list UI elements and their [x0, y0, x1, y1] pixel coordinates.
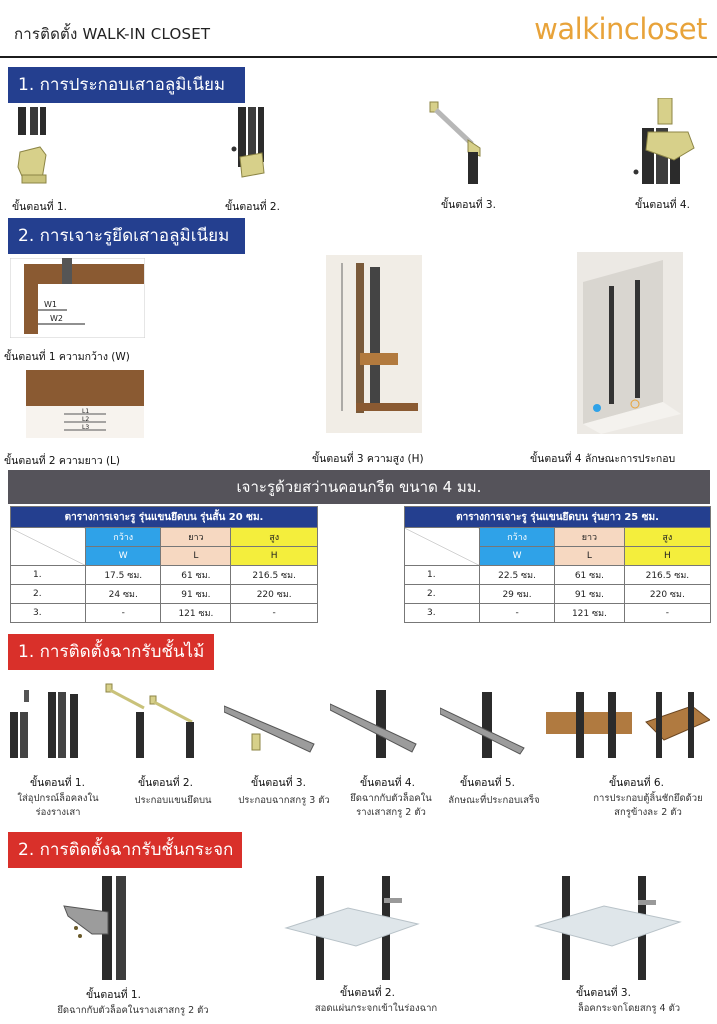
table-title: ตารางการเจาะรู รุ่นแขนยึดบน รุ่นยาว 25 ซม.	[405, 507, 711, 528]
wood-step-3-label: ขั้นตอนที่ 3.	[251, 777, 306, 789]
section-header-wood-shelf: 1. การติดตั้งฉากรับชั้นไม้	[8, 634, 214, 670]
glass-step-1-desc: ยึดฉากกับตัวล็อคในรางเสาสกรู 2 ตัว	[57, 1005, 209, 1016]
height-diagram	[326, 255, 422, 433]
glass-step-3-label: ขั้นตอนที่ 3.	[576, 987, 631, 999]
wood-step-6-desc: การประกอบตู้ลิ้นชักยึดด้วย สกรูข้างละ 2 ตัว	[593, 793, 703, 818]
drill-step-1-label: ขั้นตอนที่ 1 ความกว้าง (W)	[4, 351, 130, 363]
table-title: ตารางการเจาะรู รุ่นแขนยึดบน รุ่นสั้น 20 ซม.	[11, 507, 318, 528]
wood-step-1-desc: ใส่อุปกรณ์ล็อคลงใน ร่องรางเสา	[17, 793, 99, 818]
col-l: L	[555, 547, 625, 566]
drill-step-4-label: ขั้นตอนที่ 4 ลักษณะการประกอบ	[530, 453, 676, 465]
col-width: กว้าง	[86, 528, 161, 547]
col-w: W	[480, 547, 555, 566]
assembly-diagram	[577, 252, 683, 434]
w1-label: W1	[44, 300, 57, 309]
section-header-drilling: 2. การเจาะรูยึดเสาอลูมิเนียม	[8, 218, 245, 254]
glass-step-3-desc: ล็อคกระจกโดยสกรู 4 ตัว	[577, 1003, 681, 1014]
assembly-step-4-label: ขั้นตอนที่ 4.	[635, 199, 690, 211]
wood-step-4-label: ขั้นตอนที่ 4.	[360, 777, 415, 789]
section-header-glass-shelf: 2. การติดตั้งฉากรับชั้นกระจก	[8, 832, 242, 868]
table-corner	[11, 528, 86, 566]
glass-icon	[534, 876, 684, 980]
bracket-icon	[102, 682, 208, 760]
drawer-icon	[546, 688, 710, 760]
col-height: สูง	[624, 528, 710, 547]
glass-step-1-label: ขั้นตอนที่ 1.	[86, 989, 141, 1001]
assembly-step-1-label: ขั้นตอนที่ 1.	[12, 201, 67, 213]
table-row: 3. - 121 ซม. -	[11, 604, 318, 623]
bracket-icon	[428, 100, 488, 186]
width-diagram	[10, 258, 145, 338]
shelf-bracket-icon	[440, 692, 526, 758]
post-top-icon	[628, 98, 698, 186]
drill-step-3-label: ขั้นตอนที่ 3 ความสูง (H)	[312, 453, 424, 465]
wood-step-2-desc: ประกอบแขนยึดบน	[134, 795, 212, 806]
wood-step-4-desc: ยึดฉากกับตัวล็อคใน รางเสาสกรู 2 ตัว	[350, 793, 432, 818]
col-w: W	[86, 547, 161, 566]
col-width: กว้าง	[480, 528, 555, 547]
table-row: 3. - 121 ซม. -	[405, 604, 711, 623]
glass-step-2-desc: สอดแผ่นกระจกเข้าในร่องฉาก	[314, 1003, 438, 1014]
l1-label: L1	[82, 408, 90, 415]
col-length: ยาว	[555, 528, 625, 547]
col-h: H	[231, 547, 318, 566]
assembly-step-2-label: ขั้นตอนที่ 2.	[225, 201, 280, 213]
drill-step-2-label: ขั้นตอนที่ 2 ความยาว (L)	[4, 455, 120, 467]
post-base-icon	[10, 107, 60, 187]
wood-step-5-desc: ลักษณะที่ประกอบเสร็จ	[448, 795, 540, 806]
col-length: ยาว	[161, 528, 231, 547]
brand-logo: walkincloset	[534, 12, 707, 46]
length-diagram	[26, 370, 144, 438]
wood-step-3-desc: ประกอบฉากสกรู 3 ตัว	[238, 795, 330, 806]
wood-step-2-label: ขั้นตอนที่ 2.	[138, 777, 193, 789]
post-base-icon	[228, 107, 278, 187]
wood-step-5-label: ขั้นตอนที่ 5.	[460, 777, 515, 789]
wood-step-6-label: ขั้นตอนที่ 6.	[609, 777, 664, 789]
assembly-step-3-label: ขั้นตอนที่ 3.	[441, 199, 496, 211]
glass-bracket-icon	[62, 876, 142, 980]
drill-table-short	[10, 506, 318, 623]
glass-step-2-label: ขั้นตอนที่ 2.	[340, 987, 395, 999]
header-rule	[0, 56, 717, 58]
drill-banner: เจาะรูด้วยสว่านคอนกรีต ขนาด 4 มม.	[8, 470, 710, 504]
wood-step-1-label: ขั้นตอนที่ 1.	[30, 777, 85, 789]
shelf-bracket-icon	[224, 696, 316, 754]
col-height: สูง	[231, 528, 318, 547]
l3-label: L3	[82, 424, 90, 431]
drill-table-long	[404, 506, 711, 623]
post-icon	[8, 686, 86, 760]
glass-icon	[282, 876, 422, 980]
table-row: 1. 22.5 ซม. 61 ซม. 216.5 ซม.	[405, 566, 711, 585]
section-header-assembly: 1. การประกอบเสาอลูมิเนียม	[8, 67, 245, 103]
table-row: 2. 29 ซม. 91 ซม. 220 ซม.	[405, 585, 711, 604]
table-corner	[405, 528, 480, 566]
w2-label: W2	[50, 314, 63, 323]
l2-label: L2	[82, 416, 90, 423]
table-row: 2. 24 ซม. 91 ซม. 220 ซม.	[11, 585, 318, 604]
col-h: H	[624, 547, 710, 566]
shelf-bracket-icon	[330, 690, 418, 758]
document-title: การติดตั้ง WALK-IN CLOSET	[14, 25, 211, 43]
table-row: 1. 17.5 ซม. 61 ซม. 216.5 ซม.	[11, 566, 318, 585]
col-l: L	[161, 547, 231, 566]
